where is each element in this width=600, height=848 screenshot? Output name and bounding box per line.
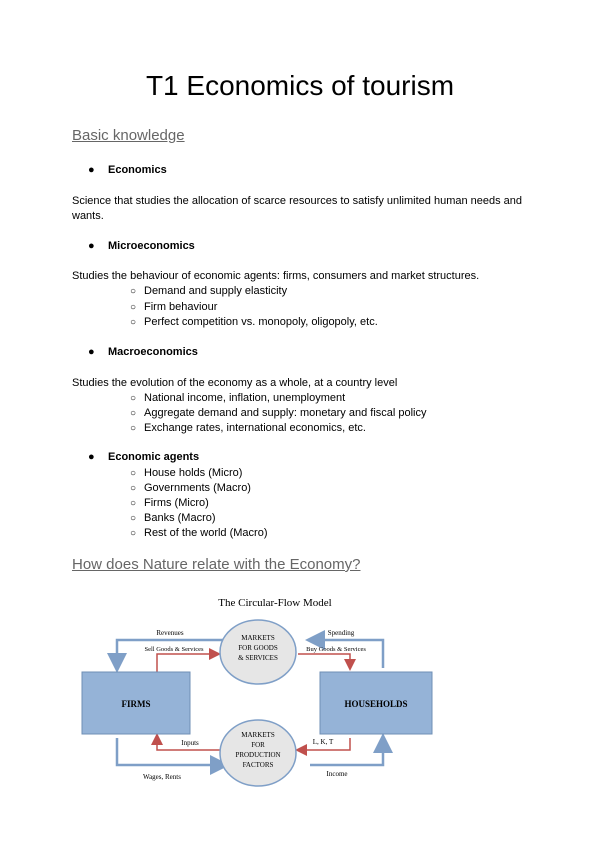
factors-market-label: MARKETS (241, 731, 275, 739)
bullet-economic-agents (88, 451, 199, 463)
macro-item-text: Aggregate demand and supply: monetary and fiscal policy (144, 407, 427, 419)
bullet-dot-icon: ● (88, 451, 95, 463)
agents-item-text: Rest of the world (Macro) (144, 527, 268, 539)
lkt-label: L, K, T (312, 738, 334, 746)
sell-goods-label: Sell Goods & Services (144, 646, 204, 653)
agents-item-text: Banks (Macro) (144, 512, 216, 524)
revenues-label: Revenues (156, 629, 184, 637)
factors-market-label: FOR (251, 741, 265, 749)
circle-bullet-icon: ○ (130, 468, 137, 479)
microeconomics-label: Microeconomics (108, 240, 195, 252)
micro-item-text: Perfect competition vs. monopoly, oligopoly, etc. (144, 316, 378, 328)
agents-list-item (130, 466, 242, 481)
circle-bullet-icon: ○ (130, 302, 137, 313)
buy-goods-label: Buy Goods & Services (306, 646, 366, 653)
basic-knowledge-heading: Basic knowledge (72, 127, 185, 144)
micro-list-item (130, 300, 217, 315)
circular-flow-diagram (0, 590, 600, 800)
nature-economy-heading: How does Nature relate with the Economy? (72, 556, 361, 573)
inputs-label: Inputs (181, 739, 199, 747)
economic-agents-label: Economic agents (108, 451, 200, 463)
macro-item-text: Exchange rates, international economics, etc. (144, 422, 366, 434)
bullet-macroeconomics (88, 346, 198, 358)
macroeconomics-label: Macroeconomics (108, 346, 198, 358)
bullet-dot-icon: ● (88, 240, 95, 252)
bullet-dot-icon: ● (88, 346, 95, 358)
micro-item-text: Firm behaviour (144, 301, 218, 313)
microeconomics-definition: Studies the behaviour of economic agents: firms, consumers and market structures. (72, 270, 480, 282)
bullet-dot-icon: ● (88, 164, 95, 176)
circle-bullet-icon: ○ (130, 286, 137, 297)
wages-flow (117, 738, 225, 765)
wages-label: Wages, Rents (143, 773, 181, 781)
agents-item-text: Firms (Micro) (144, 497, 209, 509)
goods-market-label: & SERVICES (238, 654, 278, 662)
circle-bullet-icon: ○ (130, 393, 137, 404)
goods-market-label: MARKETS (241, 634, 275, 642)
circle-bullet-icon: ○ (130, 317, 137, 328)
spending-label: Spending (327, 629, 355, 637)
agents-item-text: Governments (Macro) (144, 482, 251, 494)
macro-list-item (130, 421, 366, 436)
factors-market-label: FACTORS (242, 761, 274, 769)
households-label: HOUSEHOLDS (344, 699, 408, 709)
macro-list-item (130, 406, 427, 421)
agents-item-text: House holds (Micro) (144, 467, 243, 479)
bullet-microeconomics (88, 240, 195, 252)
buy-goods-flow (298, 654, 350, 668)
goods-market-ellipse (220, 620, 296, 684)
macroeconomics-definition: Studies the evolution of the economy as a whole, at a country level (72, 377, 398, 389)
agents-list-item (130, 526, 267, 541)
micro-item-text: Demand and supply elasticity (144, 285, 288, 297)
document-title: T1 Economics of tourism (145, 70, 455, 101)
agents-list-item (130, 481, 251, 496)
circle-bullet-icon: ○ (130, 408, 137, 419)
circle-bullet-icon: ○ (130, 423, 137, 434)
micro-list-item (130, 315, 378, 330)
circle-bullet-icon: ○ (130, 483, 137, 494)
income-label: Income (326, 770, 348, 778)
macro-list-item (130, 391, 345, 406)
economics-definition: Science that studies the allocation of scarce resources to satisfy unlimited human needs and wants. (72, 195, 523, 222)
sell-goods-flow (157, 654, 218, 673)
agents-list-item (130, 511, 216, 526)
circle-bullet-icon: ○ (130, 513, 137, 524)
micro-list-item (130, 284, 287, 299)
firms-label: FIRMS (121, 699, 151, 709)
circle-bullet-icon: ○ (130, 498, 137, 509)
goods-market-label: FOR GOODS (238, 644, 278, 652)
circle-bullet-icon: ○ (130, 528, 137, 539)
bullet-economics (88, 164, 167, 176)
macro-item-text: National income, inflation, unemployment (144, 392, 346, 404)
agents-list-item (130, 496, 209, 511)
economics-label: Economics (108, 164, 167, 176)
factors-market-label: PRODUCTION (235, 751, 281, 759)
diagram-title: The Circular-Flow Model (218, 597, 332, 609)
